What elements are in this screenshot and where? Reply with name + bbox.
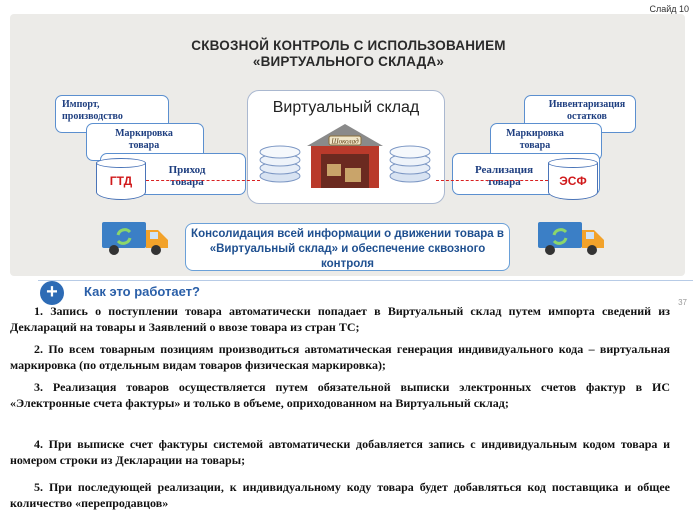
paragraph-4: 4. При выписке счет фактуры системой автоматически добавляется запись с индивидуальным кодом товара и номером строки из Декларации на товары;: [10, 437, 670, 467]
right-disk-stack-icon: [390, 146, 430, 182]
warehouse-illustration: [255, 118, 435, 200]
right-truck-icon: [536, 216, 608, 258]
import-production-box: Импорт, производство: [55, 95, 169, 133]
inventory-box: Инвентаризация остатков: [524, 95, 636, 133]
right-marking-box: Маркировка товара: [490, 123, 602, 161]
virtual-warehouse-title: Виртуальный склад: [272, 99, 420, 116]
esf-label: ЭСФ: [559, 174, 587, 188]
esf-cylinder: [548, 158, 598, 200]
gtd-label: ГТД: [109, 174, 133, 188]
paragraph-1: 1. Запись о поступлении товара автоматически попадает в Виртуальный склад путем импорта сведений из Деклараций на товары и Заявлений о ввозе товара из стран ТС;: [10, 304, 670, 334]
section-divider: [38, 280, 693, 281]
left-disk-stack-icon: [260, 146, 300, 182]
plus-icon: +: [40, 281, 64, 305]
how-it-works-heading: Как это работает?: [84, 284, 200, 299]
paragraph-2: 2. По всем товарным позициям производиться автоматическая генерация индивидуального кода – виртуальная маркировка (по отдельным видам товаров физическая маркировка);: [10, 342, 670, 372]
paragraph-3: 3. Реализация товаров осуществляется путем обязательной выписки электронных счетов фактур в ИС «Электронные счета фактуры» и только в объеме, оприходованном на Виртуальный склад;: [10, 380, 670, 410]
consolidation-box: Консолидация всей информации о движении товара в «Виртуальный склад» и обеспечение сквозного контроля: [185, 223, 510, 271]
left-truck-icon: [100, 216, 172, 258]
left-marking-box: Маркировка товара: [86, 123, 204, 161]
warehouse-sign: Шоколад: [331, 137, 359, 146]
flow-arrow-left: [146, 180, 260, 181]
flow-arrow-right: [436, 180, 548, 181]
right-flow-label: Реализация товара: [474, 164, 534, 188]
gtd-cylinder: [96, 158, 146, 200]
slide-label: Слайд 10: [649, 4, 689, 14]
warehouse-icon: [307, 124, 383, 188]
left-flow-label: Приход товара: [168, 164, 206, 188]
slide-title: СКВОЗНОЙ КОНТРОЛЬ С ИСПОЛЬЗОВАНИЕМ «ВИРТУАЛЬНОГО СКЛАДА»: [191, 38, 506, 69]
paragraph-5: 5. При последующей реализации, к индивидуальному коду товара будет добавляться код поставщика и общее количество «перепродавцов»: [10, 480, 670, 510]
page-number: 37: [678, 298, 687, 307]
